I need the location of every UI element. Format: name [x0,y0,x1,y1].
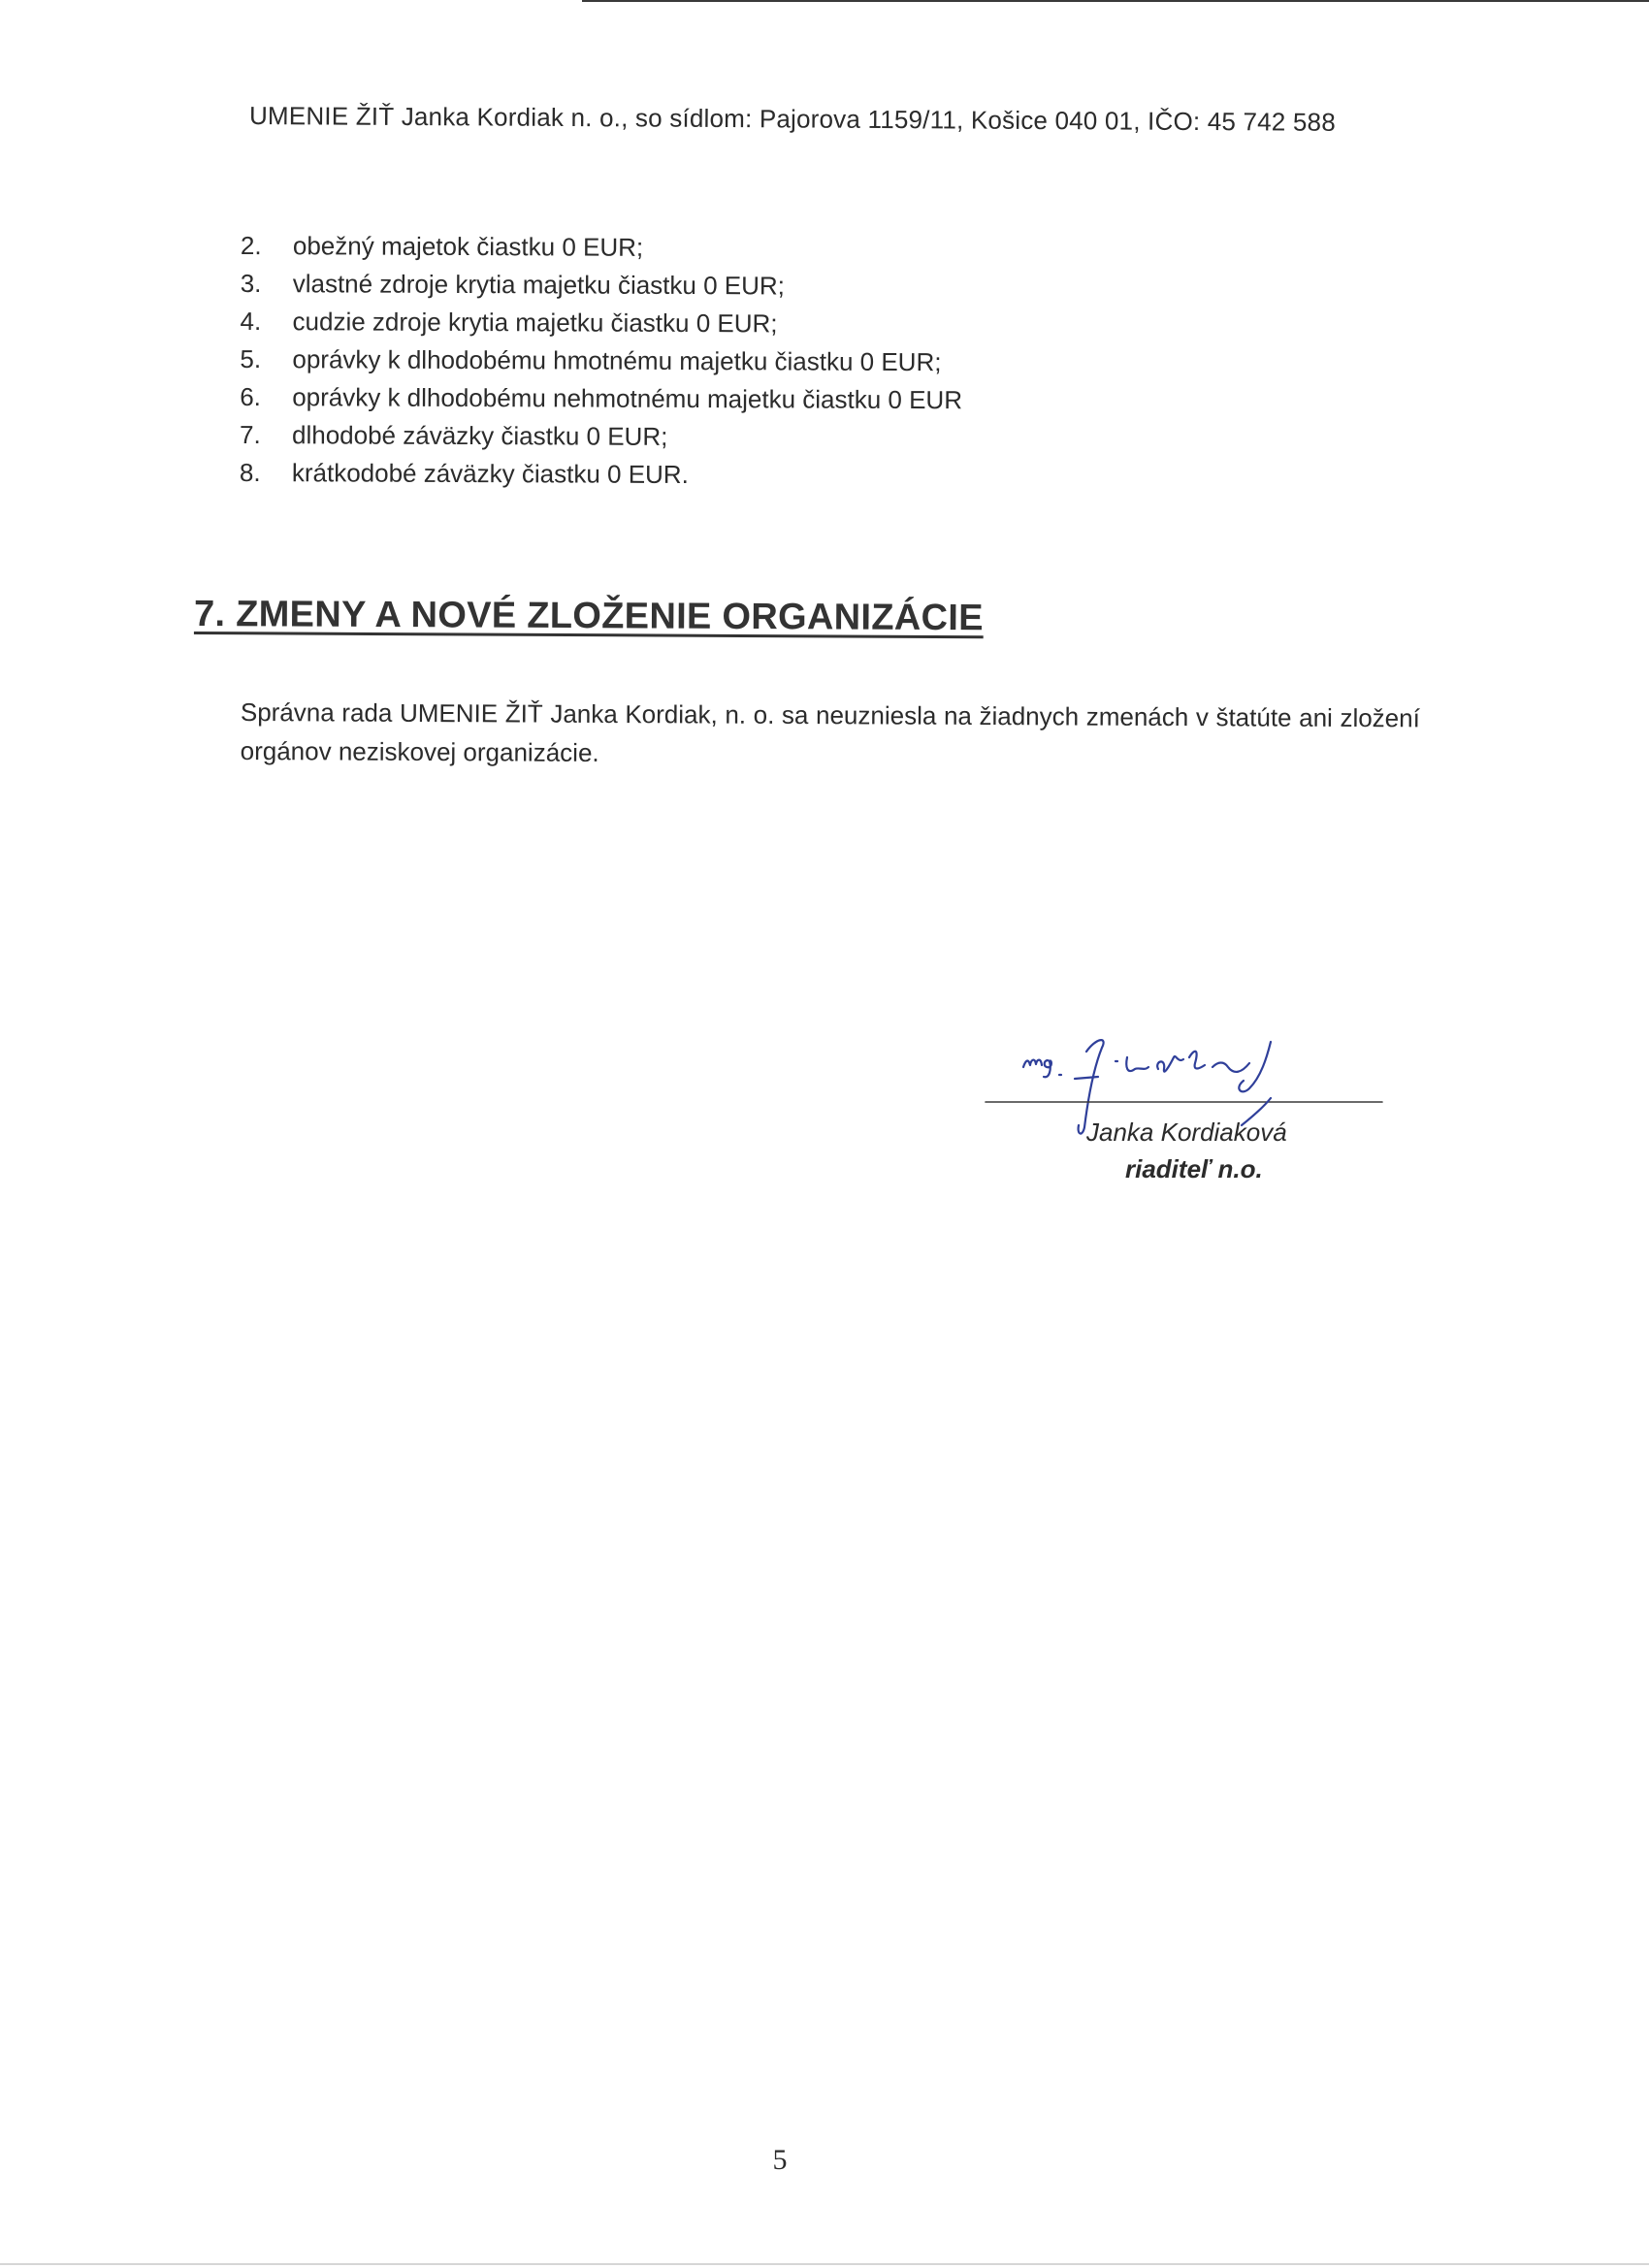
organization-header: UMENIE ŽIŤ Janka Kordiak n. o., so sídlom: Pajorova 1159/11, Košice 040 01, IČO: 45 742 588 [248,101,1337,137]
list-item [240,378,962,419]
scan-edge-bottom [0,2263,1649,2265]
section-paragraph: Správna rada UMENIE ŽIŤ Janka Kordiak, n. o. sa neuzniesla na žiadnych zmenách v štatúte ani zložení orgánov neziskovej organizácie. [240,697,1420,767]
list-item-number: 2. [240,230,262,261]
list-item-text: vlastné zdroje krytia majetku čiastku 0 EUR; [292,269,786,301]
list-item [240,416,962,457]
signer-role: riaditeľ n.o. [1125,1154,1263,1183]
list-item-number: 3. [240,268,262,299]
list-item [240,303,962,343]
list-item [240,454,962,495]
list-item [241,265,963,306]
list-item-text: obežný majetok čiastku 0 EUR; [292,231,644,262]
list-item-text: oprávky k dlhodobému nehmotnému majetku čiastku 0 EUR [292,382,963,415]
list-item [240,340,962,381]
list-item-number: 6. [240,381,261,412]
list-item [241,227,963,268]
signature-block [980,1019,1387,1193]
page-number: 5 [772,2144,788,2176]
list-item-number: 7. [240,419,261,450]
signer-name: Janka Kordiaková [1086,1118,1287,1147]
list-item-number: 8. [239,457,261,488]
scan-edge-top [582,0,1649,2]
list-item-number: 5. [240,343,262,374]
list-item-number: 4. [240,306,262,337]
section-heading: 7. ZMENY A NOVÉ ZLOŽENIE ORGANIZÁCIE [193,594,984,639]
list-item-text: krátkodobé záväzky čiastku 0 EUR. [291,458,689,490]
list-item-text: dlhodobé záväzky čiastku 0 EUR; [292,420,668,451]
balance-items-list [240,227,963,495]
list-item-text: cudzie zdroje krytia majetku čiastku 0 EUR; [292,307,778,339]
list-item-text: oprávky k dlhodobému hmotnému majetku čiastku 0 EUR; [292,344,942,377]
